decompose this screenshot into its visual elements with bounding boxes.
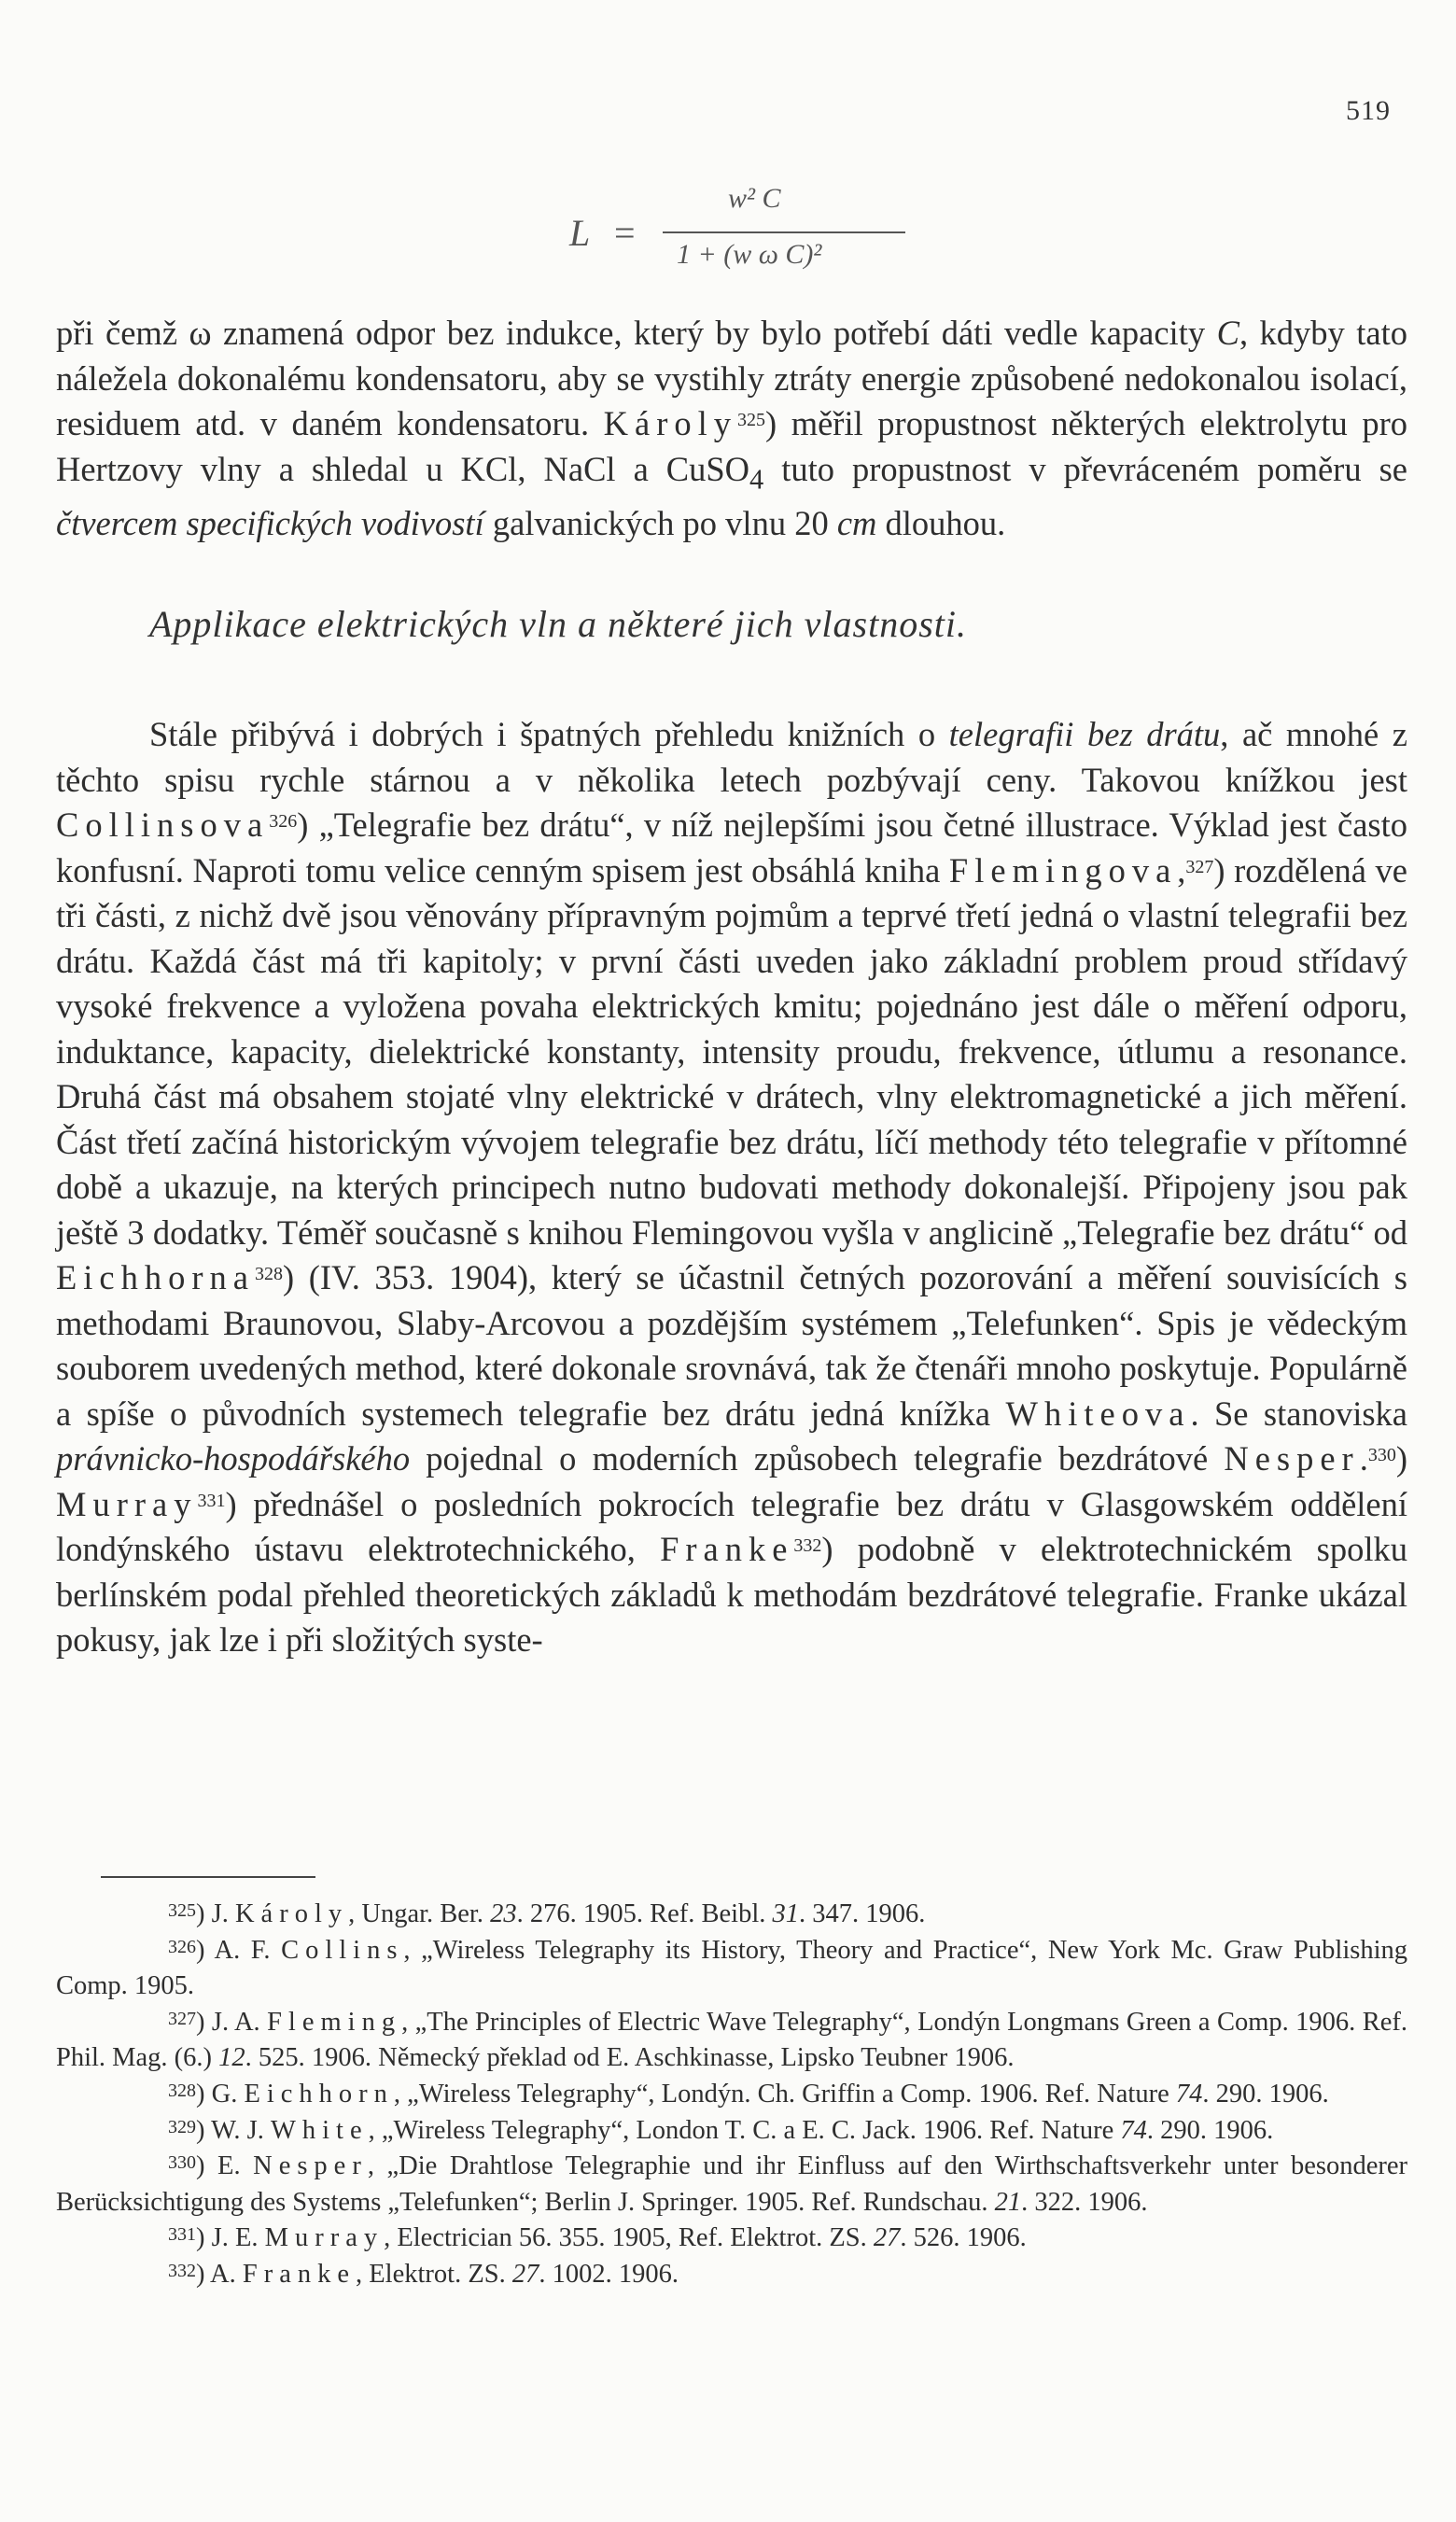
italic-text: 74 bbox=[1175, 2079, 1203, 2109]
text-run: ) měřil propustnost některých elektrolytu pro Hertzovy vlny a shledal u KCl, NaCl a CuSO bbox=[56, 404, 1408, 488]
footnote-ref: 325 bbox=[737, 410, 765, 430]
spaced-name: Eichhorn bbox=[244, 2079, 394, 2109]
text-run: ) podobně v elektrotechnickém spolku berlínském podal přehled theoretických základů k methodám bezdrátové telegrafie. Franke ukázal pokusy, jak lze i při složitých syste- bbox=[56, 1530, 1407, 1659]
spaced-name: Nesper bbox=[253, 2151, 368, 2181]
italic-text: 12 bbox=[218, 2043, 245, 2073]
spaced-name: Károly bbox=[603, 404, 737, 442]
footnote-ref: 327 bbox=[168, 2008, 196, 2029]
text-run: ) A. F. bbox=[196, 1935, 282, 1965]
footnote-ref: 326 bbox=[269, 811, 298, 832]
italic-text: 27 bbox=[873, 2223, 901, 2253]
subscript: 4 bbox=[749, 462, 764, 495]
italic-text: telegrafii bez drátu bbox=[948, 715, 1221, 753]
page-number: 519 bbox=[1346, 95, 1391, 126]
footnote bbox=[56, 2077, 1407, 2113]
text-run: ) J. E. bbox=[196, 2223, 265, 2253]
spaced-name: Murray bbox=[264, 2223, 385, 2253]
italic-text: 27 bbox=[511, 2259, 539, 2289]
text-run: , Electrician 56. 355. 1905, Ref. Elektrot. ZS. bbox=[384, 2223, 874, 2253]
spaced-name: Flemingova bbox=[948, 850, 1178, 890]
footnote bbox=[56, 2113, 1407, 2150]
italic-text: cm bbox=[836, 504, 877, 543]
paragraph-1 bbox=[56, 311, 1407, 547]
footnote bbox=[56, 1897, 1407, 1933]
paragraph-2 bbox=[56, 712, 1407, 1663]
text-run: , „The Principles of Electric Wave Telegraphy“, Londýn Longmans Green a Comp. 1906. Ref. Phil. Mag. (6.) bbox=[56, 2007, 1407, 2073]
footnote-ref: 325 bbox=[168, 1900, 196, 1921]
text-run: ) „Telegrafie bez drátu“, v níž nejlepšími jsou četné illustrace. Výklad jest často konfusní. Naproti tomu velice cenným spisem jest obsáhlá kniha bbox=[56, 806, 1407, 890]
text-run: ) A. bbox=[196, 2259, 243, 2289]
italic-text: C bbox=[1216, 314, 1239, 352]
section-heading: Applikace elektrických vln a některé jich vlastnosti. bbox=[149, 603, 967, 645]
text-run: . 290. 1906. bbox=[1146, 2115, 1274, 2145]
italic-text: 74 bbox=[1120, 2115, 1147, 2145]
italic-text: 23 bbox=[490, 1899, 517, 1928]
spaced-name: Eichhorna bbox=[56, 1258, 255, 1296]
text-run: , ač mnohé z těchto spisu rychle stárnou a v několika letech pozbývají ceny. Takovou knížkou jest bbox=[56, 715, 1407, 799]
text-run: dlouhou. bbox=[876, 504, 1006, 543]
text-run: při čemž ω znamená odpor bez indukce, který by bylo potřebí dáti vedle kapacity bbox=[56, 314, 1217, 352]
text-run: ) (IV. 353. 1904), který se účastnil četných pozorování a měření souvisících s methodami Braunovou, Slaby-Arcovou a pozdějším systémem „Telefunken“. Spis je vědeckým souborem uvedených method, které dokonale srovnává, tak že čtenáři mnoho poskytuje. Populárně a spíše o původních systemech telegrafie bez drátu jedná knížka bbox=[56, 1258, 1407, 1433]
spaced-name: Whiteova bbox=[1005, 1394, 1191, 1433]
text-run: . 322. 1906. bbox=[1021, 2187, 1148, 2217]
text-run: , „Wireless Telegraphy“, Londýn. Ch. Griffin a Comp. 1906. Ref. Nature bbox=[393, 2079, 1176, 2109]
footnote bbox=[56, 1933, 1407, 2005]
footnote-ref: 327 bbox=[1185, 856, 1214, 877]
formula-denominator: 1 + (w ω C)² bbox=[677, 239, 822, 270]
spaced-name: Franke bbox=[242, 2259, 357, 2289]
fraction-bar bbox=[663, 231, 905, 233]
text-run: ) bbox=[1395, 1439, 1407, 1478]
text-run: . 526. 1906. bbox=[900, 2223, 1027, 2253]
text-run: . 290. 1906. bbox=[1202, 2079, 1329, 2109]
footnote bbox=[56, 2149, 1407, 2221]
text-run: ) přednášel o posledních pokrocích telegrafie bez drátu v Glasgowském oddělení londýnského ústavu elektrotechnického, bbox=[56, 1484, 1407, 1568]
footnote-ref: 328 bbox=[255, 1264, 283, 1284]
text-run: , „Die Drahtlose Telegraphie und ihr Einfluss auf den Wirthschaftsverkehr unter besonderer Berücksichtigung des Systems „Telefunken“; Berlin J. Springer. 1905. Ref. Rundschau. bbox=[56, 2151, 1407, 2217]
spaced-name: Károly bbox=[234, 1899, 349, 1928]
text-run: , kdyby tato náležela dokonalému kondensatoru, aby se vystihly ztráty energie způsobené nedokonalou isolací, residuem atd. v daném kondensatoru. bbox=[56, 314, 1407, 442]
footnote bbox=[56, 2005, 1407, 2077]
text-run: . 525. 1906. Německý překlad od E. Aschkinasse, Lipsko Teubner 1906. bbox=[245, 2043, 1015, 2073]
text-run: ) J. bbox=[196, 1899, 235, 1928]
text-run: galvanických po vlnu 20 bbox=[483, 504, 837, 543]
text-run: ) rozdělená ve tři části, z nichž dvě jsou věnovány přípravným pojmům a teprvé třetí jedná o vlastní telegrafii bez drátu. Každá část má tři kapitoly; v první části uveden jako základní problem proud střídavý vysoké frekvence a vyložena povaha elektrických kmitu; pojednáno jest dále o měření odporu, induktance, kapacity, dielektrické konstanty, intensity proudu, frekvence, útlumu a resonance. Druhá část má obsahem stojaté vlny elektrické v drátech, vlny elektromagnetické a jich měření. Část třetí začíná historickým vývojem telegrafie bez drátu, líčí methody této telegrafie v přítomné době a ukazuje, na kterých principech nutno budovati methody dokonalejší. Připojeny jsou pak ještě 3 dodatky. Téměř současně s knihou Flemingovou vyšla v anglicině „Telegrafie bez drátu“ od bbox=[56, 850, 1408, 1252]
formula-numerator: w² C bbox=[728, 183, 781, 214]
text-run: . 347. 1906. bbox=[799, 1899, 926, 1928]
spaced-name: Collinsova bbox=[56, 806, 270, 844]
footnote-ref: 331 bbox=[168, 2224, 196, 2246]
text-run: , Ungar. Ber. bbox=[348, 1899, 491, 1928]
spaced-name: White bbox=[270, 2115, 369, 2145]
footnote-ref: 332 bbox=[793, 1535, 822, 1556]
footnote-ref: 330 bbox=[168, 2152, 196, 2174]
spaced-name: Fleming bbox=[267, 2007, 402, 2037]
text-run: ) J. A. bbox=[196, 2007, 268, 2037]
spaced-name: Murray bbox=[56, 1484, 198, 1523]
spaced-name: Franke bbox=[660, 1530, 794, 1568]
italic-text: právnicko-hospodářského bbox=[56, 1439, 411, 1478]
text-run: ) G. bbox=[196, 2079, 245, 2109]
text-run: , Elektrot. ZS. bbox=[356, 2259, 512, 2289]
formula bbox=[560, 183, 971, 286]
italic-text: 31 bbox=[772, 1899, 799, 1928]
footnote-ref: 330 bbox=[1367, 1445, 1396, 1465]
text-run: , „Wireless Telegraphy its History, Theory and Practice“, New York Mc. Graw Publishing Comp. 1905. bbox=[56, 1935, 1407, 2001]
text-run: , bbox=[1177, 850, 1186, 890]
text-run: ) E. bbox=[196, 2151, 254, 2181]
text-run: . Se stanoviska bbox=[1190, 1394, 1407, 1433]
footnote bbox=[56, 2221, 1407, 2257]
spaced-name: Nesper bbox=[1224, 1439, 1360, 1478]
formula-lhs: L bbox=[569, 212, 591, 254]
text-run: tuto propustnost v převráceném poměru se bbox=[763, 449, 1407, 488]
spaced-name: Collins bbox=[281, 1935, 404, 1965]
footnote-ref: 329 bbox=[168, 2116, 196, 2137]
text-run: . 276. 1905. Ref. Beibl. bbox=[516, 1899, 773, 1928]
footnote bbox=[56, 2257, 1407, 2293]
text-run: . 1002. 1906. bbox=[539, 2259, 679, 2289]
text-run: , „Wireless Telegraphy“, London T. C. a E. C. Jack. 1906. Ref. Nature bbox=[368, 2115, 1121, 2145]
italic-text: 21 bbox=[994, 2187, 1022, 2217]
text-run: pojednal o moderních způsobech telegrafie bezdrátové bbox=[410, 1439, 1225, 1478]
footnote-ref: 332 bbox=[168, 2260, 196, 2281]
text-run: Stále přibývá i dobrých i špatných přehledu knižních o bbox=[149, 715, 949, 753]
footnote-ref: 326 bbox=[168, 1936, 196, 1957]
footnote-ref: 331 bbox=[197, 1490, 226, 1511]
footnote-rule bbox=[101, 1876, 315, 1878]
footnote-ref: 328 bbox=[168, 2080, 196, 2101]
footnotes bbox=[56, 1897, 1407, 2293]
italic-text: čtvercem specifických vodivostí bbox=[56, 504, 484, 543]
text-run: ) W. J. bbox=[196, 2115, 271, 2145]
formula-equals: = bbox=[614, 212, 636, 254]
text-run: . bbox=[1359, 1439, 1368, 1478]
